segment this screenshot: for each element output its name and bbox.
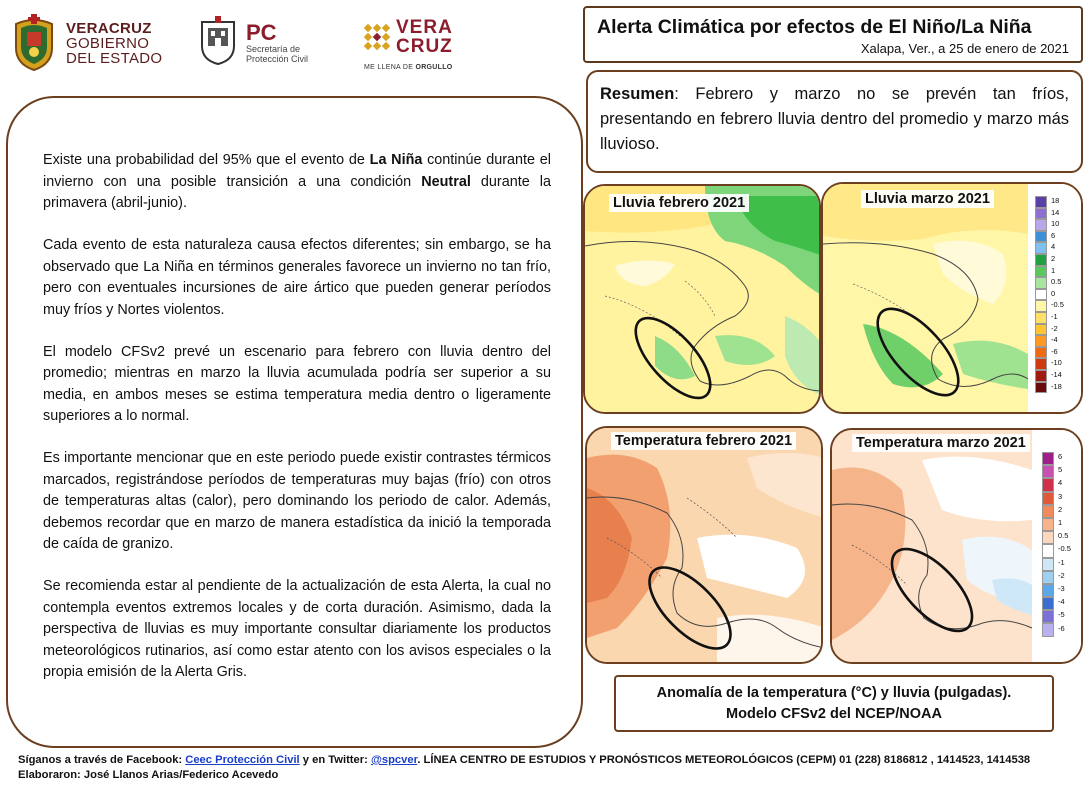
legend-swatch bbox=[1035, 347, 1047, 359]
state-coat-of-arms-icon bbox=[10, 14, 58, 72]
paragraph-4: Es importante mencionar que en este periodo puede existir contrastes térmicos marcados, registrándose períodos de temperaturas muy bajas (frío) con otros de temperaturas altas (calor), pero dominando los periodo de calor. Además, debemos recordar que en marzo de manera estadística da inició la temporada de caída de granizo. bbox=[43, 450, 551, 552]
legend-tick-label: 0.5 bbox=[1051, 277, 1062, 287]
summary-label: Resumen bbox=[600, 85, 675, 103]
legend-swatch bbox=[1042, 571, 1054, 584]
legend-tick-label: 14 bbox=[1051, 207, 1060, 217]
legend-tick-label: -6 bbox=[1051, 346, 1058, 356]
footer bbox=[18, 753, 1030, 783]
legend-tick-label: 2 bbox=[1051, 254, 1056, 263]
legend-swatch bbox=[1035, 254, 1047, 266]
footer-authors: Elaboraron: José Llanos Arias/Federico Acevedo bbox=[18, 769, 279, 781]
legend-swatch bbox=[1042, 478, 1054, 491]
legend-swatch bbox=[1042, 518, 1054, 531]
map-rain-february bbox=[583, 184, 821, 414]
legend-swatch bbox=[1035, 266, 1047, 278]
legend-tick-label: 6 bbox=[1058, 452, 1063, 461]
legend-tick-label: 1 bbox=[1051, 265, 1056, 275]
legend-swatch bbox=[1042, 544, 1054, 557]
legend-tick-label: -6 bbox=[1058, 623, 1065, 633]
rain-february-title: Lluvia febrero 2021 bbox=[609, 194, 749, 212]
legend-swatch bbox=[1035, 335, 1047, 347]
legend-tick-label: -4 bbox=[1058, 597, 1065, 607]
pc-logo-line2: Protección Civil bbox=[246, 54, 309, 64]
legend-tick-label: -1 bbox=[1051, 312, 1058, 321]
rain-legend-colorbar bbox=[1035, 196, 1064, 393]
summary-box bbox=[586, 70, 1083, 173]
brand-logo-word2: CRUZ bbox=[396, 36, 453, 57]
map-temperature-february bbox=[585, 426, 823, 664]
page-title: Alerta Climática por efectos de El Niño/La Niña bbox=[597, 16, 1032, 38]
legend-tick-label: 18 bbox=[1051, 196, 1060, 205]
legend-swatch bbox=[1035, 289, 1047, 301]
legend-swatch bbox=[1042, 492, 1054, 505]
brand-logo-word1: VERA bbox=[396, 17, 453, 38]
legend-swatch bbox=[1035, 300, 1047, 312]
legend-swatch bbox=[1035, 277, 1047, 289]
legend-tick-label: -3 bbox=[1058, 584, 1065, 593]
legend-swatch bbox=[1035, 208, 1047, 220]
legend-swatch bbox=[1042, 505, 1054, 518]
legend-tick-label: -10 bbox=[1051, 358, 1062, 368]
legend-tick-label: -0.5 bbox=[1051, 300, 1064, 310]
legend-tick-label: -1 bbox=[1058, 557, 1065, 567]
legend-tick-label: -14 bbox=[1051, 370, 1062, 379]
veracruz-brand-logo bbox=[362, 18, 462, 78]
paragraph-2: Cada evento de esta naturaleza causa efectos diferentes; sin embargo, se ha observado que La Niña en términos generales favorece un invierno no tan frío, pero con eventuales incursiones de aire ártico que pueden generar períodos muy fríos y Nortes violentos. bbox=[43, 237, 551, 318]
gov-logo-line3: DEL ESTADO bbox=[66, 49, 163, 67]
veracruz-government-logo bbox=[10, 12, 162, 74]
legend-tick-label: 10 bbox=[1051, 219, 1060, 229]
temperature-legend-colorbar bbox=[1042, 452, 1071, 637]
legend-tick-label: -0.5 bbox=[1058, 544, 1071, 554]
knot-pattern-icon bbox=[362, 22, 392, 52]
footer-line1: Síganos a través de Facebook: Ceec Protección Civil y en Twitter: @spcver. LÍNEA CENTRO DE ESTUDIOS Y PRONÓSTICOS METEOROLÓGICOS (CEPM) 01 (228) 8186812 , 1414523, 1414538 bbox=[18, 754, 1031, 766]
legend-tick-label: -18 bbox=[1051, 381, 1062, 391]
legend-tick-label: 0 bbox=[1051, 288, 1056, 298]
legend-swatch bbox=[1042, 623, 1054, 636]
civil-protection-logo bbox=[198, 18, 308, 68]
twitter-link[interactable]: @spcver bbox=[370, 754, 418, 766]
legend-swatch bbox=[1035, 370, 1047, 382]
paragraph-3: El modelo CFSv2 prevé un escenario para febrero con lluvia dentro del promedio; mientras en marzo la lluvia acumulada podría ser superior a su media, en ambos meses se estima temperatura media dentro o ligeramente superiores a lo normal. bbox=[43, 343, 551, 424]
legend-tick-label: 4 bbox=[1051, 242, 1056, 252]
temperature-march-title: Temperatura marzo 2021 bbox=[852, 434, 1030, 452]
legend-tick-label: 3 bbox=[1058, 491, 1063, 501]
temperature-february-title: Temperatura febrero 2021 bbox=[611, 432, 796, 450]
legend-tick-label: -2 bbox=[1051, 323, 1058, 333]
rain-march-title: Lluvia marzo 2021 bbox=[861, 190, 994, 208]
legend-swatch bbox=[1042, 610, 1054, 623]
summary-text: : Febrero y marzo no se prevén tan fríos, presentando en febrero lluvia dentro del promedio y marzo más lluvioso. bbox=[600, 85, 1069, 153]
legend-swatch bbox=[1042, 531, 1054, 544]
legend-tick-label: -4 bbox=[1051, 335, 1058, 345]
legend-tick-label: 0.5 bbox=[1058, 531, 1069, 541]
legend-tick-label: -2 bbox=[1058, 570, 1065, 580]
legend-swatch bbox=[1042, 584, 1054, 597]
caption-line2: Modelo CFSv2 del NCEP/NOAA bbox=[726, 706, 942, 722]
legend-swatch bbox=[1035, 231, 1047, 243]
legend-swatch bbox=[1035, 324, 1047, 336]
maps-caption bbox=[614, 675, 1054, 732]
legend-tick-label: 6 bbox=[1051, 230, 1056, 240]
map-temperature-march bbox=[830, 428, 1083, 664]
legend-tick-label: 4 bbox=[1058, 478, 1063, 488]
legend-swatch bbox=[1042, 558, 1054, 571]
pc-logo-abbr: PC bbox=[246, 20, 277, 45]
legend-swatch bbox=[1035, 219, 1047, 231]
legend-tick-label: 1 bbox=[1058, 518, 1063, 527]
legend-swatch bbox=[1035, 242, 1047, 254]
legend-swatch bbox=[1035, 358, 1047, 370]
legend-tick-label: -5 bbox=[1058, 610, 1065, 620]
gov-logo-line1: VERACRUZ bbox=[66, 19, 152, 37]
legend-tick-label: 2 bbox=[1058, 504, 1063, 514]
legend-swatch bbox=[1035, 312, 1047, 324]
paragraph-5: Se recomienda estar al pendiente de la actualización de esta Alerta, la cual no contempla eventos extremos locales y de corta duración. Asimismo, dada la perspectiva de lluvias es muy importante consultar diariamente los productos meteorológicos rutinarios, así como estar atento con los avisos especiales o la propia emisión de la Alerta Gris. bbox=[43, 578, 551, 680]
brand-logo-tagline: ME LLENA DE ORGULLO bbox=[364, 64, 453, 71]
legend-tick-label: 5 bbox=[1058, 465, 1063, 475]
legend-swatch bbox=[1035, 382, 1047, 394]
legend-swatch bbox=[1042, 452, 1054, 465]
gov-logo-line2: GOBIERNO bbox=[66, 34, 150, 52]
main-text-panel bbox=[6, 96, 583, 748]
issue-date: Xalapa, Ver., a 25 de enero de 2021 bbox=[860, 41, 1069, 56]
facebook-link[interactable]: Ceec Protección Civil bbox=[185, 754, 300, 766]
title-box bbox=[583, 6, 1083, 63]
pc-logo-line1: Secretaría de bbox=[246, 44, 301, 54]
caption-line1: Anomalía de la temperatura (°C) y lluvia (pulgadas). bbox=[656, 685, 1012, 701]
legend-swatch bbox=[1042, 465, 1054, 478]
map-rain-march bbox=[821, 182, 1083, 414]
paragraph-1: Existe una probabilidad del 95% que el evento de La Niña continúe durante el invierno con una posible transición a una condición Neutral durante la primavera (abril-junio). bbox=[43, 152, 551, 211]
pc-shield-icon bbox=[198, 16, 238, 71]
legend-swatch bbox=[1042, 597, 1054, 610]
legend-swatch bbox=[1035, 196, 1047, 208]
